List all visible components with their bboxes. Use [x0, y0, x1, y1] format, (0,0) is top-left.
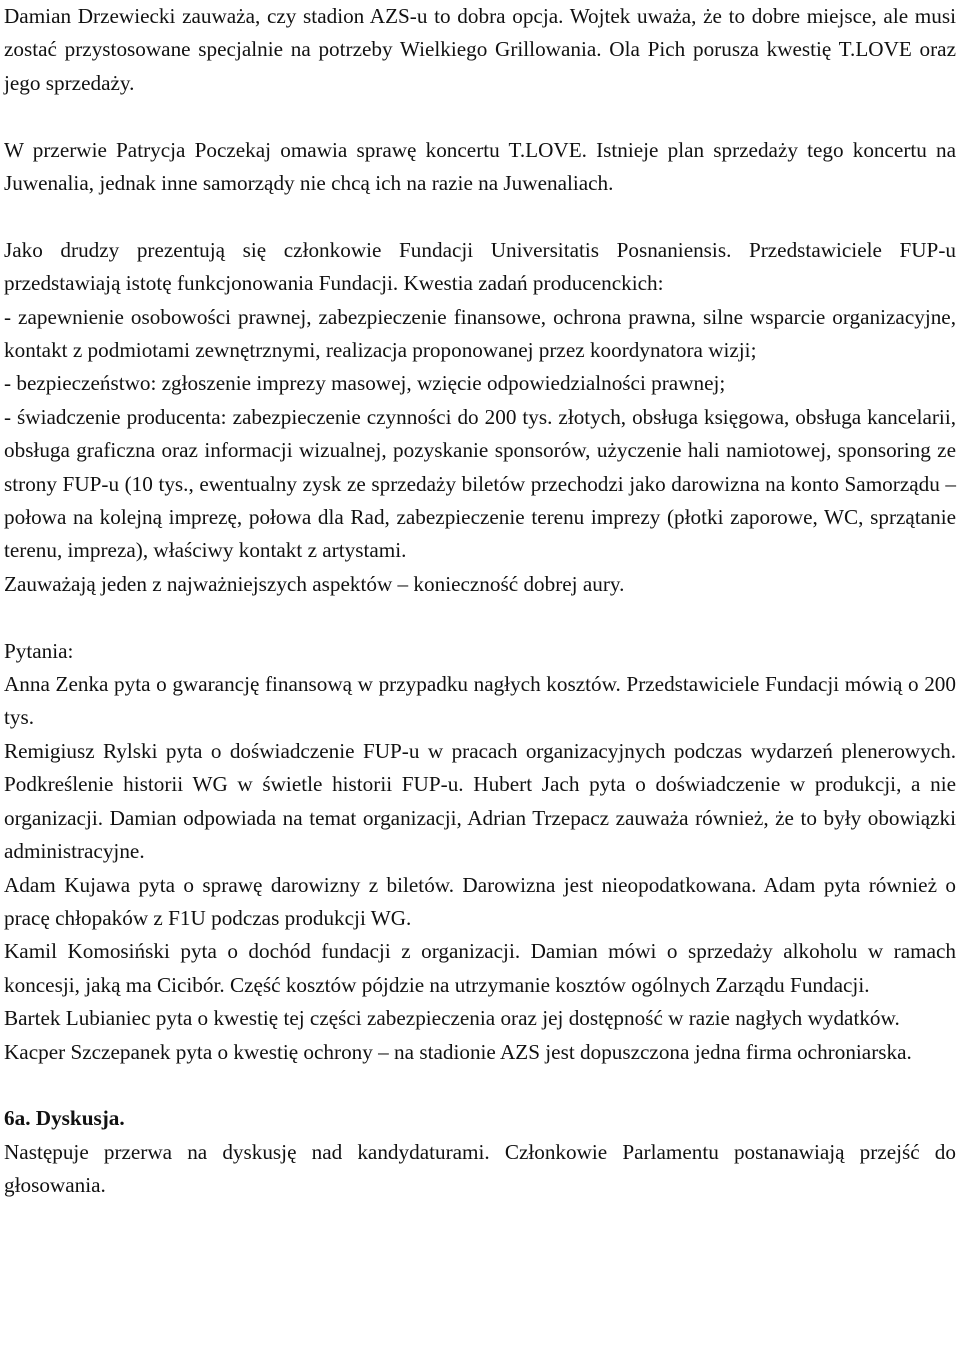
list-item-security: - bezpieczeństwo: zgłoszenie imprezy masowej, wzięcie odpowiedzialności prawnej;: [4, 371, 726, 396]
document-page: [4, 0, 956, 1203]
spacer: [4, 100, 956, 133]
spacer: [4, 1069, 956, 1102]
question-szczepanek: Kacper Szczepanek pyta o kwestię ochrony – na stadionie AZS jest dopuszczona jedna firma ochroniarska.: [4, 1039, 912, 1064]
question-lubianiec: Bartek Lubianiec pyta o kwestię tej części zabezpieczenia oraz jej dostępność w razie nagłych wydatków.: [4, 1006, 900, 1031]
list-item-producer: - świadczenie producenta: zabezpieczenie czynności do 200 tys. złotych, obsługa księgowa, obsługa kancelarii, obsługa graficzna oraz informacji wizualnej, pozyskanie sponsorów, użyczenie hali namiotowej, sponsoring ze strony FUP-u (10 tys., ewentualny zysk ze sprzedaży biletów przechodzi jako darowizna na konto Samorządu – połowa na kolejną imprezę, połowa dla Rad, zabezpieczenie terenu imprezy (płotki zaporowe, WC, sprzątanie terenu, impreza), właściwy kontakt z artystami.: [4, 404, 956, 563]
question-rylski: Remigiusz Rylski pyta o doświadczenie FUP-u w pracach organizacyjnych podczas wydarzeń plenerowych. Podkreślenie historii WG w świetle historii FUP-u. Hubert Jach pyta o doświadczenie w produkcji, a nie organizacji. Damian odpowiada na temat organizacji, Adrian Trzepacz zauważa również, że to były obowiązki administracyjne.: [4, 738, 956, 864]
section-heading: 6a. Dyskusja.: [4, 1106, 125, 1131]
question-kujawa: Adam Kujawa pyta o sprawę darowizny z biletów. Darowizna jest nieopodatkowana. Adam pyta również o pracę chłopaków z F1U podczas produkcji WG.: [4, 872, 956, 930]
paragraph-discussion: Następuje przerwa na dyskusję nad kandydaturami. Członkowie Parlamentu postanawiają przejść do głosowania.: [4, 1139, 956, 1198]
spacer: [4, 601, 956, 634]
paragraph-stadium: Damian Drzewiecki zauważa, czy stadion AZS-u to dobra opcja. Wojtek uważa, że to dobre miejsce, ale musi zostać przystosowane specjalnie na potrzeby Wielkiego Grillowania. Ola Pich porusza kwestię T.LOVE oraz jego sprzedaży.: [4, 4, 956, 95]
paragraph-concert: W przerwie Patrycja Poczekaj omawia sprawę koncertu T.LOVE. Istnieje plan sprzedaży tego koncertu na Juwenalia, jednak inne samorządy nie chcą ich na razie na Juwenaliach.: [4, 137, 956, 196]
question-zenka: Anna Zenka pyta o gwarancję finansową w przypadku nagłych kosztów. Przedstawiciele Fundacji mówią o 200 tys.: [4, 672, 956, 730]
questions-heading: Pytania:: [4, 638, 74, 663]
spacer: [4, 200, 956, 233]
list-item-legal: - zapewnienie osobowości prawnej, zabezpieczenie finansowe, ochrona prawna, silne wsparcie organizacyjne, kontakt z podmiotami zewnętrznymi, realizacja proponowanej przez koordynatora wizji;: [4, 304, 956, 363]
question-komosinski: Kamil Komosiński pyta o dochód fundacji z organizacji. Damian mówi o sprzedaży alkoholu w ramach koncesji, jaką ma Cicibór. Część kosztów pójdzie na utrzymanie kosztów ogólnych Zarządu Fundacji.: [4, 939, 956, 997]
paragraph-aura: Zauważają jeden z najważniejszych aspektów – konieczność dobrej aury.: [4, 571, 625, 596]
paragraph-fup-intro: Jako drudzy prezentują się członkowie Fundacji Universitatis Posnaniensis. Przedstawiciele FUP-u przedstawiają istotę funkcjonowania Fundacji. Kwestia zadań producenckich:: [4, 237, 956, 296]
